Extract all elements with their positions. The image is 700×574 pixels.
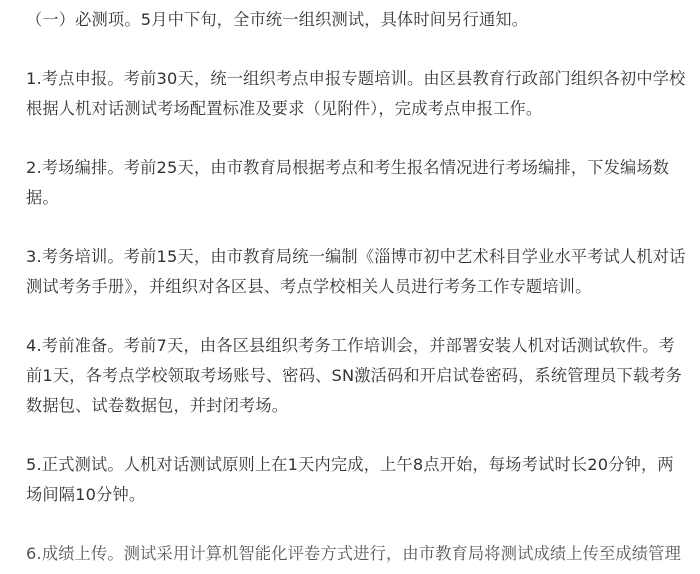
item-6-line-1: 6.成绩上传。测试采用计算机智能化评卷方式进行，由市教育局将测试成绩上传至成绩管理: [26, 544, 681, 563]
item-4-line-2: 前1天，各考点学校领取考场账号、密码、SN激活码和开启试卷密码，系统管理员下载考务: [26, 366, 683, 385]
item-4-line-3: 数据包、试卷数据包，并封闭考场。: [26, 396, 289, 415]
item-1-line-2: 根据人机对话测试考场配置标准及要求（见附件），完成考点申报工作。: [26, 99, 543, 118]
item-3-line-2: 测试考务手册》，并组织对各区县、考点学校相关人员进行考务工作专题培训。: [26, 277, 592, 296]
item-3-line-1: 3.考务培训。考前15天，由市教育局统一编制《淄博市初中艺术科目学业水平考试人机对话: [26, 247, 686, 266]
item-2-line-1: 2.考场编排。考前25天，由市教育局根据考点和考生报名情况进行考场编排，下发编场数: [26, 158, 670, 177]
item-5-line-2: 场间隔10分钟。: [26, 485, 146, 504]
intro-paragraph: （一）必测项。5月中下旬，全市统一组织测试，具体时间另行通知。: [26, 10, 529, 29]
item-1-line-1: 1.考点申报。考前30天，统一组织考点申报专题培训。由区县教育行政部门组织各初中学校: [26, 69, 686, 88]
item-5-line-1: 5.正式测试。人机对话测试原则上在1天内完成，上午8点开始，每场考试时长20分钟，两: [26, 455, 674, 474]
item-2-line-2: 据。: [26, 188, 59, 207]
item-4-line-1: 4.考前准备。考前7天，由各区县组织考务工作培训会，并部署安装人机对话测试软件。考: [26, 336, 676, 355]
